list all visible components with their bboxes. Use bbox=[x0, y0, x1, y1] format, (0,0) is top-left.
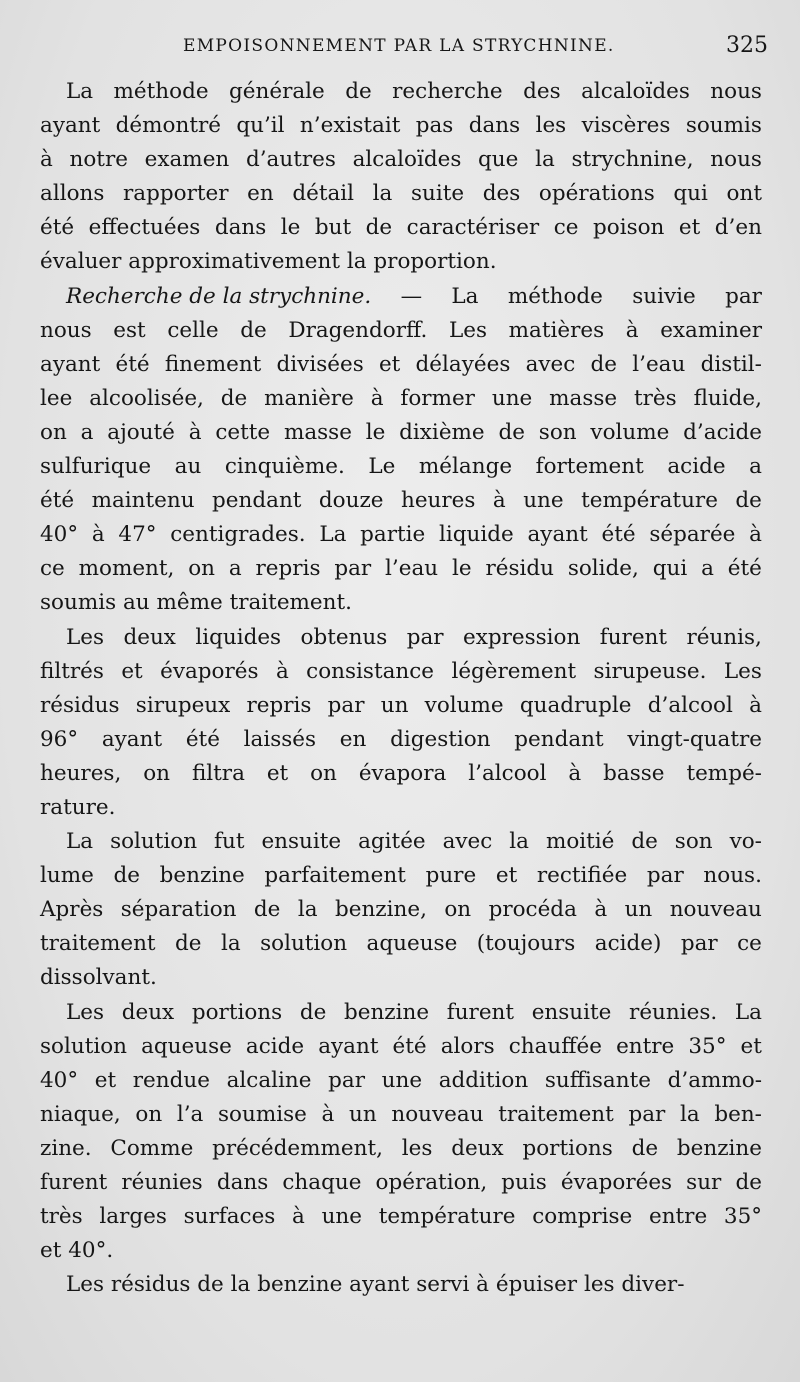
text-line: très larges surfaces à une température comprise entre 35° bbox=[40, 1204, 762, 1230]
text-line: ayant démontré qu’il n’existait pas dans les viscères soumis bbox=[40, 113, 762, 139]
paragraph bbox=[40, 75, 762, 280]
page-header bbox=[0, 33, 800, 66]
page-number: 325 bbox=[726, 33, 768, 58]
text-line: 40° et rendue alcaline par une addition suffisante d’ammo- bbox=[40, 1067, 762, 1093]
text-line: rature. bbox=[40, 794, 116, 820]
text-line: Les deux portions de benzine furent ensuite réunies. La bbox=[66, 999, 762, 1025]
text-line: Recherche de la strychnine. — La méthode suivie par bbox=[40, 280, 762, 314]
paragraph bbox=[40, 280, 762, 621]
text-line: filtrés et évaporés à consistance légèrement sirupeuse. Les bbox=[40, 658, 762, 684]
text-line: ayant été finement divisées et délayées avec de l’eau distil- bbox=[40, 351, 762, 377]
text-line: dissolvant. bbox=[40, 965, 157, 991]
text-line: résidus sirupeux repris par un volume quadruple d’alcool à bbox=[40, 692, 762, 718]
text-line: Après séparation de la benzine, on procéda à un nouveau bbox=[40, 897, 762, 923]
text-line: zine. Comme précédemment, les deux portions de benzine bbox=[40, 1135, 762, 1161]
text-line: 40° à 47° centigrades. La partie liquide ayant été séparée à bbox=[40, 522, 762, 548]
text-line: on a ajouté à cette masse le dixième de son volume d’acide bbox=[40, 419, 762, 445]
text-line: furent réunies dans chaque opération, puis évaporées sur de bbox=[40, 1170, 762, 1195]
text-line: été maintenu pendant douze heures à une température de bbox=[40, 488, 762, 514]
text-line: ce moment, on a repris par l’eau le résidu solide, qui a été bbox=[40, 556, 762, 582]
text-line: Les résidus de la benzine ayant servi à épuiser les diver- bbox=[66, 1272, 685, 1298]
text-line: allons rapporter en détail la suite des opérations qui ont bbox=[40, 181, 762, 207]
text-line: soumis au même traitement. bbox=[40, 590, 352, 616]
text-line: lee alcoolisée, de manière à former une masse très fluide, bbox=[40, 385, 762, 411]
running-title: EMPOISONNEMENT PAR LA STRYCHNINE. bbox=[183, 36, 615, 56]
text-line: traitement de la solution aqueuse (toujours acide) par ce bbox=[40, 931, 762, 957]
text-line: et 40°. bbox=[40, 1238, 114, 1264]
text-line: heures, on filtra et on évapora l’alcool à basse tempé- bbox=[40, 760, 762, 786]
text-line: à notre examen d’autres alcaloïdes que la strychnine, nous bbox=[40, 147, 762, 173]
text-line: sulfurique au cinquième. Le mélange fortement acide a bbox=[40, 454, 762, 480]
text-line: solution aqueuse acide ayant été alors chauffée entre 35° et bbox=[40, 1033, 762, 1059]
paragraph bbox=[40, 1268, 762, 1302]
text-line: nous est celle de Dragendorff. Les matières à examiner bbox=[40, 317, 762, 343]
text-line: 96° ayant été laissés en digestion pendant vingt-quatre bbox=[40, 726, 762, 752]
paragraph bbox=[40, 996, 762, 1269]
text-line: évaluer approximativement la proportion. bbox=[40, 249, 497, 275]
text-line: niaque, on l’a soumise à un nouveau traitement par la ben- bbox=[40, 1101, 762, 1127]
text-line: Les deux liquides obtenus par expression furent réunis, bbox=[66, 624, 762, 650]
text-line: lume de benzine parfaitement pure et rectifiée par nous. bbox=[40, 863, 762, 889]
italic-heading: Recherche de la strychnine. bbox=[66, 283, 372, 309]
text-line: été effectuées dans le but de caractériser ce poison et d’en bbox=[40, 215, 762, 241]
body-text bbox=[40, 75, 762, 1302]
paragraph bbox=[40, 825, 762, 995]
paragraph bbox=[40, 621, 762, 826]
text-line: La solution fut ensuite agitée avec la moitié de son vo- bbox=[66, 829, 762, 855]
text-line: La méthode générale de recherche des alcaloïdes nous bbox=[66, 79, 762, 104]
